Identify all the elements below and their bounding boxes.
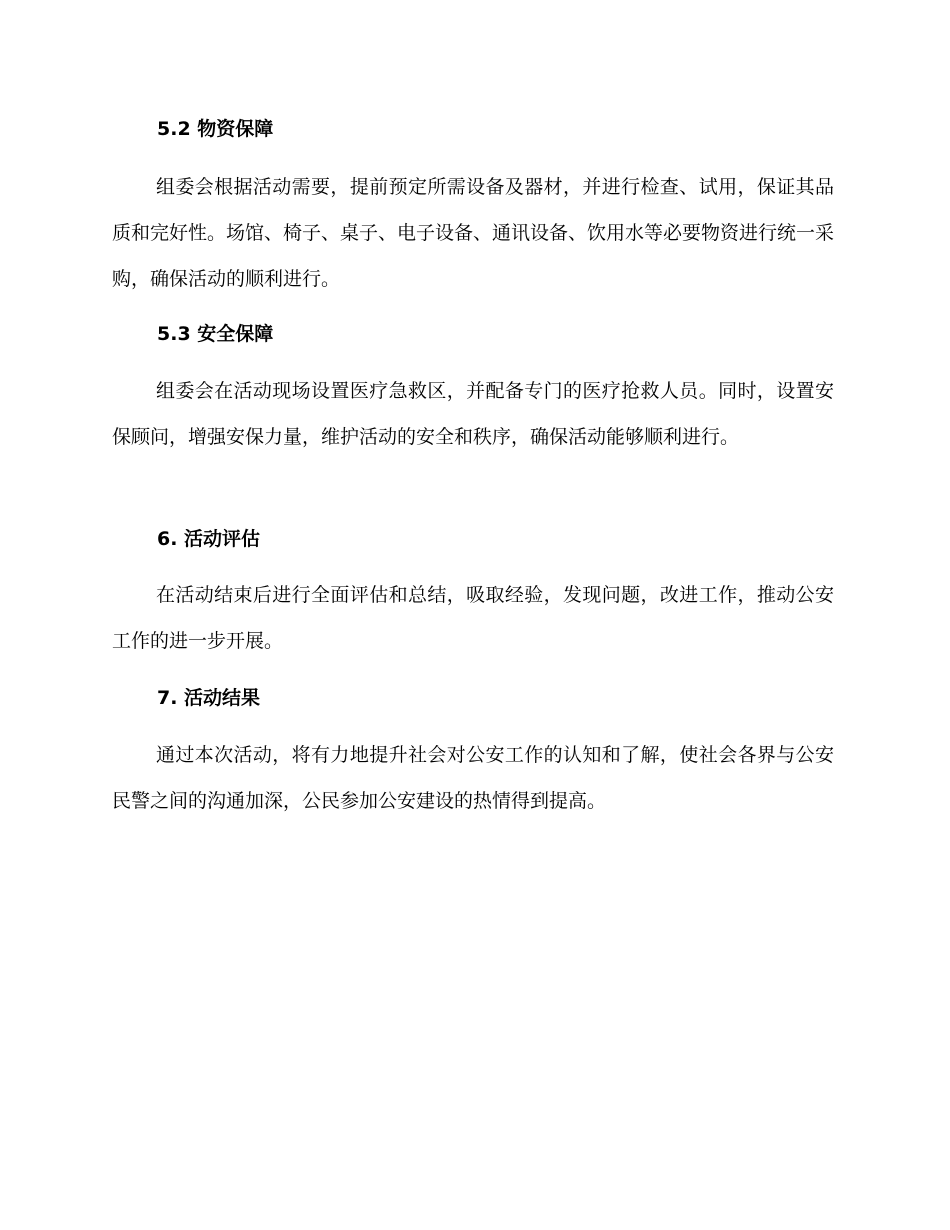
section-body-activity-results: 通过本次活动，将有力地提升社会对公安工作的认知和了解，使社会各界与公安民警之间的沟通加深，公民参加公安建设的热情得到提高。 bbox=[112, 744, 834, 812]
section-body-material-support: 组委会根据活动需要，提前预定所需设备及器材，并进行检查、试用，保证其品质和完好性。场馆、椅子、桌子、电子设备、通讯设备、饮用水等必要物资进行统一采购，确保活动的顺利进行。 bbox=[112, 176, 835, 290]
section-heading-safety-support: 5.3 安全保障 bbox=[157, 323, 274, 345]
section-heading-activity-evaluation: 6. 活动评估 bbox=[157, 528, 261, 550]
section-body-activity-evaluation: 在活动结束后进行全面评估和总结，吸取经验，发现问题，改进工作，推动公安工作的进一步开展。 bbox=[112, 584, 834, 652]
section-heading-material-support: 5.2 物资保障 bbox=[157, 118, 274, 140]
section-body-safety-support: 组委会在活动现场设置医疗急救区，并配备专门的医疗抢救人员。同时，设置安保顾问，增强安保力量，维护活动的安全和秩序，确保活动能够顺利进行。 bbox=[112, 380, 834, 448]
section-heading-activity-results: 7. 活动结果 bbox=[157, 687, 261, 709]
